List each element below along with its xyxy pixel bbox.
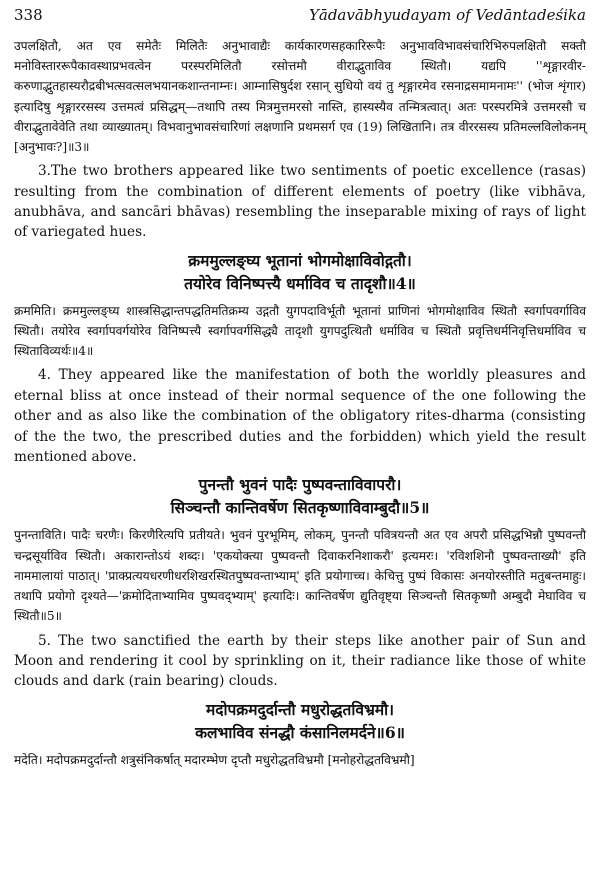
running-title: Yādavābhyudayam of Vedāntadeśika bbox=[308, 6, 586, 24]
sanskrit-commentary-paragraph: मदेति। मदोपक्रमदुर्दान्तौ शत्रुसंनिकर्षात् मदारम्भेण दृप्तौ मधुरोद्धतविभ्रमौ [मनोहरोद्धतविभ्रमौ] bbox=[14, 752, 415, 767]
verse-line: क्रममुल्लङ्घ्य भूतानां भोगमोक्षाविवोद्गतौ। bbox=[188, 250, 412, 270]
english-translation-text: 3.The two brothers appeared like two sentiments of poetic excellence (rasas) resulting from the combination of different elements of poetry (like vibhāva, anubhāva, and sancāri bhāvas) resembling the inseparable mixing of rays of light of variegated hues. bbox=[14, 163, 586, 241]
page-header bbox=[14, 6, 586, 30]
sanskrit-commentary-paragraph: क्रममिति। क्रममुल्लङ्घ्य शास्त्रसिद्धान्तपद्धतिमतिक्रम्य उद्गतौ युगपदाविर्भूतौ भूतानां प्राणिनां भोगमोक्षाविव स्थितौ स्वर्गापवर्गाविव स्थितौ। तयोरेव स्वर्गापवर्गयोरेव विनिष्पत्त्यै स्वर्गापवर्गसिद्ध्यै तादृशौ युगपदुत्थितौ धर्माविव च स्थितौ प्रवृत्तिधर्मनिवृत्तिधर्माविव च स्थिताविव्यर्थः॥4॥ bbox=[14, 303, 586, 359]
sanskrit-verse bbox=[14, 473, 586, 519]
english-translation-paragraph bbox=[14, 161, 586, 243]
verse-line: कलभाविव संनद्धौ कंसानिलमर्दने॥6॥ bbox=[195, 722, 405, 742]
page-number: 338 bbox=[14, 6, 43, 24]
verse-line: पुनन्तौ भुवनं पादैः पुष्पवन्ताविवापरौ। bbox=[198, 475, 402, 495]
sanskrit-commentary-paragraph: पुनन्ताविति। पादैः चरणैः। किरणैरित्यपि प्रतीयते। भुवनं पुरभूमिम्, लोकम्, पुनन्तौ पवित्रयन्तौ अत एव अपरौ प्रसिद्धभिन्नौ पुष्पवन्तौ चन्द्रसूर्याविव स्थितौ। अकारान्तोऽयं शब्दः। 'एकयोक्त्या पुष्पवन्तौ दिवाकरनिशाकरौ' इत्यमरः। 'रविशशिनौ पुष्पवन्ताख्यौ' इति नाममालायां पाठात्। 'प्राक्प्रत्ययधरणीधरशिखरस्थितपुष्पवन्ताभ्याम्' इति प्रयोगाच्च। केचित्तु पुष्पं विकासः अनयोरस्तीति मतुबन्तमाहुः। तथापि प्रयोगो दृश्यते—'क्रमोदिताभ्यामिव पुष्पवद्भ्याम्' इत्यादिः। कान्तिवर्षेण द्युतिवृष्ट्या सिञ्चन्तौ सितकृष्णौ अम्बुदौ मेघाविव च स्थितौ॥5॥ bbox=[14, 528, 586, 624]
verse-line: सिञ्चन्तौ कान्तिवर्षेण सितकृष्णाविवाम्बुदौ॥5॥ bbox=[170, 498, 430, 518]
english-translation-text: 5. The two sanctified the earth by their steps like another pair of Sun and Moon and rendering it cool by sprinkling on it, their radiance like those of white clouds and dark (rain bearing) clouds. bbox=[14, 632, 586, 690]
verse-line: मदोपक्रमदुर्दान्तौ मधुरोद्धतविभ्रमौ। bbox=[205, 699, 395, 719]
english-translation-paragraph bbox=[14, 365, 586, 467]
english-translation-paragraph bbox=[14, 631, 586, 692]
sanskrit-verse bbox=[14, 698, 586, 744]
sanskrit-verse bbox=[14, 249, 586, 295]
sanskrit-commentary-paragraph: उपलक्षितौ, अत एव समेतैः मिलितैः अनुभावाद्यैः कार्यकारणसहकारिरूपैः अनुभावविभावसंचारिभिरुपलक्षितौ सक्तौ मनोविस्ताररूपैकावस्थाप्रभवत्वेन परस्परमिलितौ रसोत्तमौ वीराद्भुताविव स्थितौ। यद्यपि ''शृङ्गारवीर-करुणाद्भुतहास्यरौद्रबीभत्सवत्सलभयानकशान्तनाम्नः। आम्नासिषुर्दश रसान् सुधियो वयं तु शृङ्गारमेव रसनाद्रसमामनामः'' (भोज शृंगार) इत्यादिषु शृङ्गाररसस्य उत्तमत्वं प्रसिद्धम्—तथापि तस्य मित्रमुत्तमरसो नास्ति, हास्यस्यैव तन्मित्रत्वात्। अतः परस्परमित्रे उत्तमरसौ च वीराद्भुतावेवेति तथा व्याख्यातम्। विभवानुभावसंचारिणां लक्षणानि प्रथमसर्ग एव (19) लिखितानि। तत्र वीररसस्य प्रतिमल्लविलोकनम् [अनुभावः?]॥3॥ bbox=[14, 39, 586, 155]
english-translation-text: 4. They appeared like the manifestation of both the worldly pleasures and eternal bliss at once instead of their normal sequence of the one following the other and as also like the combination of the obligatory rites-dharma (consisting of the the two, the prescribed duties and the forbidden) which yield the result mentioned above. bbox=[14, 367, 586, 466]
verse-line: तयोरेव विनिष्पत्त्यै धर्माविव च तादृशौ॥4॥ bbox=[184, 273, 416, 293]
